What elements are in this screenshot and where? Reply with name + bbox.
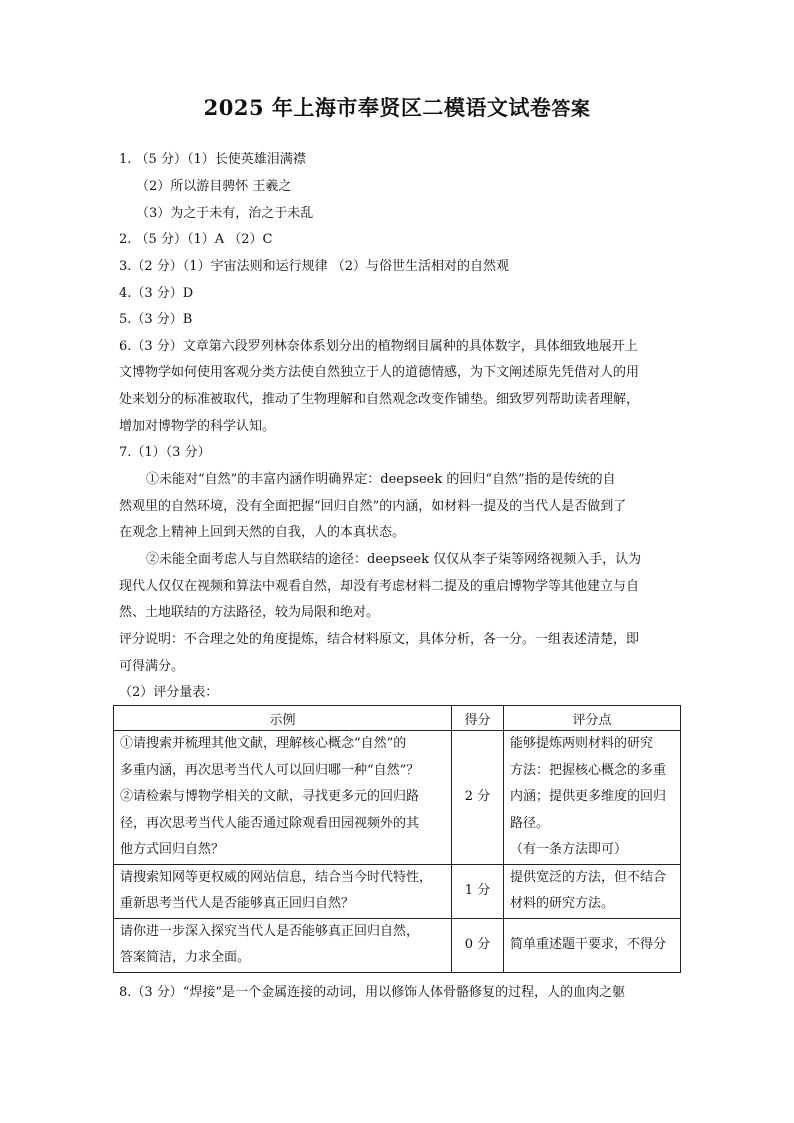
answer-q3: 3.（2 分）（1）宇宙法则和运行规律 （2）与俗世生活相对的自然观 — [119, 259, 509, 274]
answer-q1-part3: （3）为之于未有，治之于未乱 — [136, 206, 314, 221]
answer-q6-line: 处来划分的标准被取代，推动了生物理解和自然观念改变作铺垫。细致罗列帮助读者理解， — [119, 392, 640, 407]
answer-q7-point1-line: ①未能对“自然”的丰富内涵作明确界定：deepseek 的回归“自然”指的是传统的自 — [146, 472, 616, 487]
answer-q7-note-line: 评分说明：不合理之处的角度提炼，结合材料原文，具体分析，各一分。一组表述清楚，即 — [119, 632, 640, 647]
answer-q1-part2: （2）所以游目骋怀 王羲之 — [136, 179, 292, 194]
rubric-row — [114, 731, 681, 865]
rubric-point-line: 提供宽泛的方法，但不结合 — [510, 869, 667, 885]
rubric-example-line: 多重内涵，再次思考当代人可以回归哪一种“自然”？ — [120, 762, 420, 778]
answer-q2: 2. （5 分）（1）A （2）C — [119, 232, 273, 247]
answer-q7-point1-line: 然观里的自然环境，没有全面把握“回归自然”的内涵，如材料一提及的当代人是否做到了 — [119, 499, 627, 514]
rubric-example-line: 重新思考当代人是否能够真正回归自然？ — [120, 896, 355, 911]
answer-q8-partial: 8.（3 分）“焊接”是一个金属连接的动词，用以修饰人体骨骼修复的过程，人的血肉之躯 — [119, 985, 626, 1000]
rubric-point-line: 路径。 — [510, 815, 550, 831]
answer-q7-point2-line: 然、土地联结的方法路径，较为局限和绝对。 — [119, 605, 380, 620]
rubric-header-score: 得分 — [452, 706, 504, 731]
rubric-example-cell — [114, 731, 452, 865]
rubric-example-cell — [114, 864, 452, 918]
answer-q6-line: 文博物学如何使用客观分类方法使自然独立于人的道德情感，为下文阐述原先凭借对人的用 — [119, 365, 640, 380]
answer-q1-head: 1. （5 分）（1）长使英雄泪满襟 — [119, 152, 306, 167]
answer-q7-point1-line: 在观念上精神上回到天然的自我，人的本真状态。 — [119, 525, 406, 540]
rubric-score-cell: 0 分 — [452, 918, 504, 972]
rubric-point-cell — [504, 731, 681, 865]
rubric-header-point: 评分点 — [504, 706, 681, 731]
rubric-row — [114, 918, 681, 972]
rubric-example-line: 请你进一步深入探究当代人是否能够真正回归自然， — [120, 923, 420, 939]
rubric-table — [113, 705, 681, 973]
title-main: 2025 年上海市奉贤区二模语文试卷 — [203, 95, 552, 120]
answer-q5: 5.（3 分）B — [119, 312, 193, 327]
title-suffix: 答案 — [551, 98, 591, 120]
answer-q7-part2: （2）评分量表： — [119, 685, 219, 700]
answer-q7-note-line: 可得满分。 — [119, 659, 185, 674]
rubric-point-line: （有一条方法即可） — [510, 842, 628, 857]
answer-q6-line: 增加对博物学的科学认知。 — [119, 419, 276, 434]
rubric-example-cell — [114, 918, 452, 972]
rubric-example-line: 答案简洁，力求全面。 — [120, 950, 251, 965]
rubric-point-cell — [504, 918, 681, 972]
answer-q7-point2-line: 现代人仅仅在视频和算法中观看自然，却没有考虑材料二提及的重启博物学等其他建立与自 — [119, 579, 640, 594]
rubric-point-line: 方法：把握核心概念的多重 — [510, 762, 667, 778]
rubric-example-line: 径，再次思考当代人能否通过除观看田园视频外的其 — [120, 815, 420, 831]
rubric-example-line: ①请搜索并梳理其他文献，理解核心概念“自然”的 — [120, 736, 407, 751]
rubric-point-line: 材料的研究方法。 — [510, 896, 615, 911]
rubric-point-cell — [504, 864, 681, 918]
answer-q7-head: 7.（1）（3 分） — [119, 445, 211, 460]
answer-q6-line: 6.（3 分）文章第六段罗列林奈体系划分出的植物纲目属种的具体数字，具体细致地展开上 — [119, 339, 638, 354]
rubric-point-line: 简单重述题干要求，不得分 — [510, 936, 667, 952]
rubric-score-cell: 2 分 — [452, 731, 504, 865]
rubric-example-line: ②请检索与博物学相关的文献，寻找更多元的回归路 — [120, 789, 420, 804]
answer-q4: 4.（3 分）D — [119, 286, 194, 301]
rubric-score-cell: 1 分 — [452, 864, 504, 918]
rubric-header-row — [114, 706, 681, 731]
answer-q7-point2-line: ②未能全面考虑人与自然联结的途径：deepseek 仅仅从李子柒等网络视频入手，认为 — [146, 552, 642, 567]
rubric-point-line: 能够提炼两则材料的研究 — [510, 736, 654, 751]
rubric-example-line: 他方式回归自然？ — [120, 842, 225, 857]
rubric-point-line: 内涵；提供更多维度的回归 — [510, 789, 667, 804]
page-title — [0, 92, 794, 122]
rubric-example-line: 请搜索知网等更权威的网站信息，结合当今时代特性， — [120, 869, 433, 885]
rubric-row — [114, 864, 681, 918]
rubric-header-example: 示例 — [114, 706, 452, 731]
